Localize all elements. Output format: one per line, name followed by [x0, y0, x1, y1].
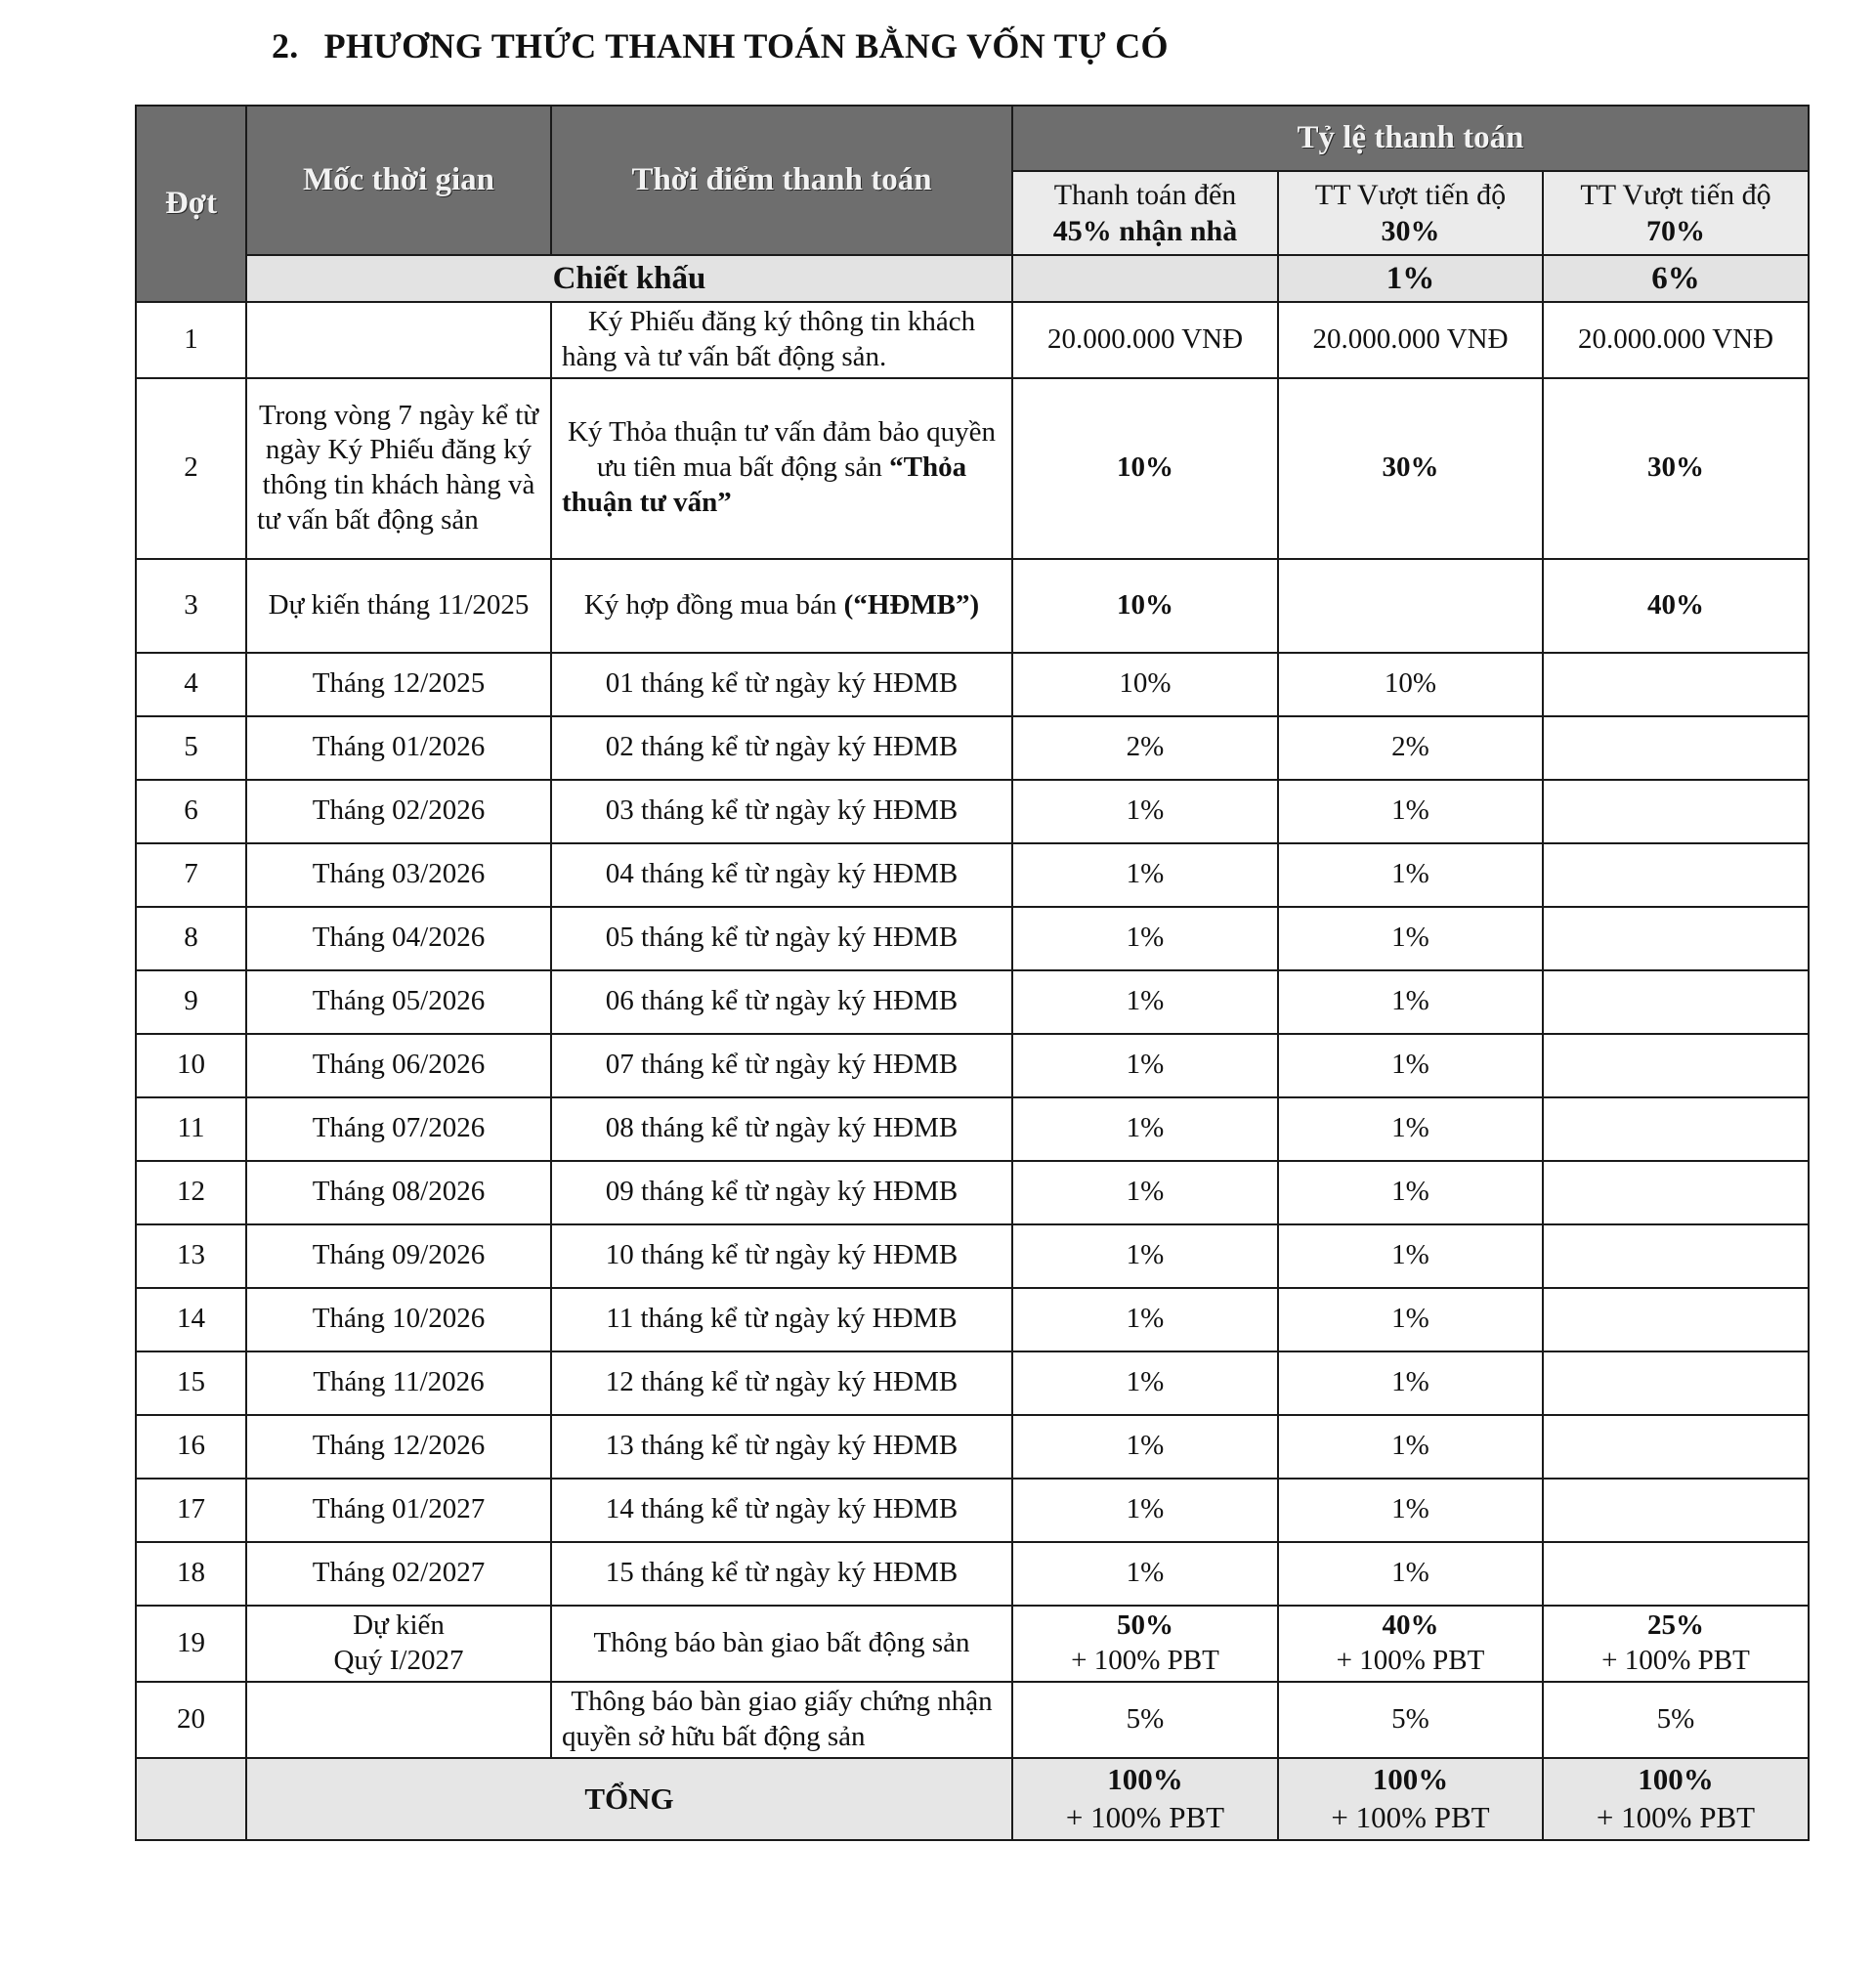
row-moc: Tháng 03/2026 — [246, 843, 551, 907]
row-moc: Tháng 08/2026 — [246, 1161, 551, 1224]
row-moc: Tháng 06/2026 — [246, 1034, 551, 1097]
discount-row — [136, 255, 1809, 302]
table-row — [136, 378, 1809, 559]
row-col-45: 1% — [1012, 1034, 1278, 1097]
row-thoi-diem-bold: “Thỏa thuận tư vấn” — [562, 451, 967, 519]
header-dot: Đợt — [136, 106, 246, 302]
row-col-70 — [1543, 1161, 1809, 1224]
row-col-70 — [1543, 843, 1809, 907]
row-col-30: 1% — [1278, 1097, 1543, 1161]
row-col-70-pct: 25% — [1647, 1608, 1704, 1641]
table-row — [136, 1415, 1809, 1479]
table-row — [136, 302, 1809, 378]
row-col-30: 1% — [1278, 1542, 1543, 1606]
row-col-70: 5% — [1543, 1682, 1809, 1758]
row-col-30: 1% — [1278, 1288, 1543, 1351]
row-col-30: 1% — [1278, 907, 1543, 970]
row-col-70 — [1543, 1351, 1809, 1415]
row-dot: 4 — [136, 653, 246, 716]
header-col-70-line2: 70% — [1646, 215, 1705, 247]
row-col-45: 1% — [1012, 1479, 1278, 1542]
header-col-30 — [1278, 171, 1543, 255]
row-thoi-diem: 04 tháng kể từ ngày ký HĐMB — [551, 843, 1012, 907]
row-col-45: 2% — [1012, 716, 1278, 780]
row-moc: Tháng 10/2026 — [246, 1288, 551, 1351]
row-col-45: 10% — [1012, 378, 1278, 559]
total-col-70-pbt: + 100% PBT — [1596, 1799, 1756, 1834]
section-title: PHƯƠNG THỨC THANH TOÁN BẰNG VỐN TỰ CÓ — [323, 26, 1169, 65]
table-row — [136, 970, 1809, 1034]
row-thoi-diem-bold: (“HĐMB”) — [843, 588, 980, 621]
header-row-1 — [136, 106, 1809, 171]
row-col-45: 1% — [1012, 1542, 1278, 1606]
table-row — [136, 780, 1809, 843]
total-col-70-pct: 100% — [1638, 1762, 1714, 1797]
row-thoi-diem: Thông báo bàn giao giấy chứng nhận quyền sở hữu bất động sản — [551, 1682, 1012, 1758]
header-col-70 — [1543, 171, 1809, 255]
row-col-70 — [1543, 716, 1809, 780]
table-row — [136, 1682, 1809, 1758]
row-col-70: 40% — [1543, 559, 1809, 653]
row-thoi-diem: 14 tháng kể từ ngày ký HĐMB — [551, 1479, 1012, 1542]
table-row — [136, 716, 1809, 780]
row-dot: 1 — [136, 302, 246, 378]
row-col-70 — [1543, 1479, 1809, 1542]
row-col-30: 5% — [1278, 1682, 1543, 1758]
discount-col-45 — [1012, 255, 1278, 302]
row-moc — [246, 1606, 551, 1682]
row-thoi-diem: 15 tháng kể từ ngày ký HĐMB — [551, 1542, 1012, 1606]
row-moc: Tháng 05/2026 — [246, 970, 551, 1034]
row-dot: 17 — [136, 1479, 246, 1542]
row-thoi-diem: 05 tháng kể từ ngày ký HĐMB — [551, 907, 1012, 970]
row-col-30 — [1278, 1606, 1543, 1682]
row-thoi-diem: 01 tháng kể từ ngày ký HĐMB — [551, 653, 1012, 716]
row-thoi-diem-text: Ký Thỏa thuận tư vấn đảm bảo quyền ưu tiên mua bất động sản — [567, 416, 996, 484]
row-dot: 7 — [136, 843, 246, 907]
total-dot-blank — [136, 1758, 246, 1840]
row-col-70 — [1543, 1606, 1809, 1682]
table-row — [136, 843, 1809, 907]
row-col-70 — [1543, 1034, 1809, 1097]
row-col-45: 1% — [1012, 970, 1278, 1034]
row-col-30: 1% — [1278, 1034, 1543, 1097]
total-col-30-pct: 100% — [1372, 1762, 1449, 1797]
row-col-30: 1% — [1278, 1161, 1543, 1224]
row-dot: 6 — [136, 780, 246, 843]
discount-label: Chiết khấu — [246, 255, 1012, 302]
row-col-30: 20.000.000 VNĐ — [1278, 302, 1543, 378]
row-col-45: 1% — [1012, 1161, 1278, 1224]
row-thoi-diem: 12 tháng kể từ ngày ký HĐMB — [551, 1351, 1012, 1415]
table-row — [136, 1479, 1809, 1542]
header-moc-thoi-gian: Mốc thời gian — [246, 106, 551, 255]
row-col-45: 1% — [1012, 907, 1278, 970]
row-moc: Tháng 02/2027 — [246, 1542, 551, 1606]
row-col-70: 20.000.000 VNĐ — [1543, 302, 1809, 378]
row-col-45-pbt: + 100% PBT — [1071, 1644, 1219, 1676]
row-dot: 2 — [136, 378, 246, 559]
row-col-70 — [1543, 1224, 1809, 1288]
row-moc: Tháng 11/2026 — [246, 1351, 551, 1415]
row-dot: 18 — [136, 1542, 246, 1606]
row-col-30: 10% — [1278, 653, 1543, 716]
table-row — [136, 1351, 1809, 1415]
total-col-45-pct: 100% — [1107, 1762, 1183, 1797]
row-thoi-diem: 10 tháng kể từ ngày ký HĐMB — [551, 1224, 1012, 1288]
header-col-30-line1: TT Vượt tiến độ — [1314, 178, 1507, 211]
row-dot: 10 — [136, 1034, 246, 1097]
total-col-45 — [1012, 1758, 1278, 1840]
row-col-45: 1% — [1012, 1224, 1278, 1288]
header-col-30-line2: 30% — [1381, 215, 1440, 247]
row-thoi-diem: 06 tháng kể từ ngày ký HĐMB — [551, 970, 1012, 1034]
table-row — [136, 1606, 1809, 1682]
row-col-45: 1% — [1012, 1097, 1278, 1161]
row-col-45: 1% — [1012, 1351, 1278, 1415]
table-row — [136, 1224, 1809, 1288]
row-col-45: 10% — [1012, 559, 1278, 653]
row-col-70 — [1543, 780, 1809, 843]
row-moc: Tháng 12/2025 — [246, 653, 551, 716]
total-col-30-pbt: + 100% PBT — [1331, 1799, 1490, 1834]
header-col-45-line2: 45% nhận nhà — [1052, 215, 1238, 247]
row-col-70 — [1543, 1542, 1809, 1606]
row-dot: 11 — [136, 1097, 246, 1161]
discount-col-70: 6% — [1543, 255, 1809, 302]
table-row — [136, 559, 1809, 653]
row-moc: Tháng 01/2027 — [246, 1479, 551, 1542]
header-col-70-line1: TT Vượt tiến độ — [1580, 178, 1771, 211]
row-col-30: 1% — [1278, 780, 1543, 843]
header-thoi-diem: Thời điểm thanh toán — [551, 106, 1012, 255]
row-col-70 — [1543, 970, 1809, 1034]
row-col-30: 1% — [1278, 1224, 1543, 1288]
row-dot: 16 — [136, 1415, 246, 1479]
row-col-70 — [1543, 907, 1809, 970]
row-moc: Dự kiến tháng 11/2025 — [246, 559, 551, 653]
row-col-70 — [1543, 1415, 1809, 1479]
row-moc: Tháng 01/2026 — [246, 716, 551, 780]
row-col-30: 30% — [1278, 378, 1543, 559]
row-col-70: 30% — [1543, 378, 1809, 559]
row-dot: 13 — [136, 1224, 246, 1288]
table-row — [136, 1034, 1809, 1097]
row-col-30: 1% — [1278, 843, 1543, 907]
header-col-45-line1: Thanh toán đến — [1053, 178, 1237, 211]
row-thoi-diem: 08 tháng kể từ ngày ký HĐMB — [551, 1097, 1012, 1161]
row-col-45: 1% — [1012, 780, 1278, 843]
discount-col-30: 1% — [1278, 255, 1543, 302]
row-col-45: 1% — [1012, 1415, 1278, 1479]
total-label: TỔNG — [246, 1758, 1012, 1840]
row-col-70-pbt: + 100% PBT — [1601, 1644, 1750, 1676]
row-thoi-diem: 11 tháng kể từ ngày ký HĐMB — [551, 1288, 1012, 1351]
row-dot: 9 — [136, 970, 246, 1034]
table-row — [136, 1288, 1809, 1351]
row-col-30-pct: 40% — [1382, 1608, 1439, 1641]
row-col-45: 10% — [1012, 653, 1278, 716]
row-col-45: 5% — [1012, 1682, 1278, 1758]
row-col-30: 1% — [1278, 1415, 1543, 1479]
row-moc: Trong vòng 7 ngày kể từ ngày Ký Phiếu đăng ký thông tin khách hàng và tư vấn bất động sản — [246, 378, 551, 559]
table-row — [136, 1097, 1809, 1161]
row-thoi-diem: 03 tháng kể từ ngày ký HĐMB — [551, 780, 1012, 843]
row-thoi-diem: Ký Phiếu đăng ký thông tin khách hàng và tư vấn bất động sản. — [551, 302, 1012, 378]
row-moc — [246, 1682, 551, 1758]
row-col-70 — [1543, 653, 1809, 716]
row-col-30 — [1278, 559, 1543, 653]
row-col-70 — [1543, 1288, 1809, 1351]
row-thoi-diem — [551, 378, 1012, 559]
row-col-45: 20.000.000 VNĐ — [1012, 302, 1278, 378]
row-thoi-diem: 07 tháng kể từ ngày ký HĐMB — [551, 1034, 1012, 1097]
row-moc — [246, 302, 551, 378]
row-dot: 3 — [136, 559, 246, 653]
row-dot: 12 — [136, 1161, 246, 1224]
row-moc: Tháng 09/2026 — [246, 1224, 551, 1288]
row-col-45 — [1012, 1606, 1278, 1682]
row-moc: Tháng 07/2026 — [246, 1097, 551, 1161]
row-thoi-diem: Thông báo bàn giao bất động sản — [551, 1606, 1012, 1682]
row-thoi-diem-text: Ký hợp đồng mua bán — [583, 588, 837, 621]
row-dot: 14 — [136, 1288, 246, 1351]
header-col-45 — [1012, 171, 1278, 255]
row-moc: Tháng 02/2026 — [246, 780, 551, 843]
row-thoi-diem — [551, 559, 1012, 653]
total-col-45-pbt: + 100% PBT — [1065, 1799, 1225, 1834]
row-dot: 20 — [136, 1682, 246, 1758]
total-row — [136, 1758, 1809, 1840]
total-col-70 — [1543, 1758, 1809, 1840]
table-row — [136, 1542, 1809, 1606]
row-moc-line1: Dự kiến — [353, 1608, 445, 1641]
row-dot: 8 — [136, 907, 246, 970]
row-col-45-pct: 50% — [1117, 1608, 1173, 1641]
total-col-30 — [1278, 1758, 1543, 1840]
table-row — [136, 653, 1809, 716]
section-number: 2. — [272, 26, 299, 65]
row-dot: 5 — [136, 716, 246, 780]
table-row — [136, 1161, 1809, 1224]
header-ty-le: Tỷ lệ thanh toán — [1012, 106, 1809, 171]
payment-schedule-table — [135, 105, 1810, 1841]
row-thoi-diem: 02 tháng kể từ ngày ký HĐMB — [551, 716, 1012, 780]
row-thoi-diem: 13 tháng kể từ ngày ký HĐMB — [551, 1415, 1012, 1479]
row-moc: Tháng 04/2026 — [246, 907, 551, 970]
row-col-30-pbt: + 100% PBT — [1336, 1644, 1485, 1676]
row-col-30: 1% — [1278, 1351, 1543, 1415]
row-col-45: 1% — [1012, 1288, 1278, 1351]
row-col-30: 1% — [1278, 1479, 1543, 1542]
row-dot: 19 — [136, 1606, 246, 1682]
row-moc-line2: Quý I/2027 — [333, 1644, 464, 1676]
row-dot: 15 — [136, 1351, 246, 1415]
row-thoi-diem: 09 tháng kể từ ngày ký HĐMB — [551, 1161, 1012, 1224]
table-row — [136, 907, 1809, 970]
row-col-70 — [1543, 1097, 1809, 1161]
row-moc: Tháng 12/2026 — [246, 1415, 551, 1479]
row-col-30: 2% — [1278, 716, 1543, 780]
row-col-30: 1% — [1278, 970, 1543, 1034]
row-col-45: 1% — [1012, 843, 1278, 907]
section-heading — [272, 25, 1169, 66]
